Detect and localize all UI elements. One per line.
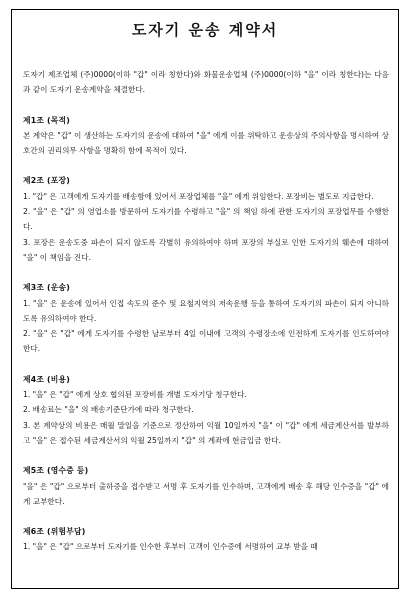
section-paragraph: "을" 은 "갑" 으로부터 출하증을 접수받고 서명 후 도자기를 인수하며, 고객에게 배송 후 해당 인수증을 "갑" 에게 교부한다. [23, 481, 389, 506]
document-title: 도자기 운송 계약서 [131, 21, 279, 39]
section-heading: 제3조 (운송) [23, 283, 70, 293]
section-paragraph: 2. "을" 은 "갑" 의 영업소를 방문하여 도자기를 수령하고 "을" 의 책임 하에 관한 도자기의 포장업무를 수행한다. [23, 207, 389, 232]
section-paragraph: 3. 본 계약상의 비용은 매월 말일을 기준으로 정산하여 익월 10일까지 "을" 이 "갑" 에게 세금계산서를 발부하고 "을" 은 접수된 세금계산서의 익월 25일까지 "갑" 의 계좌에 현금입금 한다. [23, 420, 389, 445]
section-paragraph: 본 계약은 "갑" 이 생산하는 도자기의 운송에 대하여 "을" 에게 이를 위탁하고 운송상의 주의사항을 명시하여 상호간의 권리의무 사항을 명확히 함에 목적이 있다. [23, 130, 389, 156]
section-paragraph: 2. 배송료는 "을" 의 배송기준단가에 따라 청구한다. [23, 405, 194, 415]
section-paragraph: 3. 포장은 운송도중 파손이 되지 않도록 각별히 유의하여야 하며 포장의 부실로 인한 도자기의 훼손에 대하여 "을" 이 책임을 진다. [23, 237, 389, 262]
section-article-2 [23, 173, 389, 265]
section-paragraph: 1. "갑" 은 고객에게 도자기를 배송함에 있어서 포장업체를 "을" 에게 위임한다. 포장비는 별도로 지급한다. [23, 191, 374, 201]
contract-document [11, 9, 399, 589]
section-heading: 제6조 (위험부담) [23, 527, 86, 537]
section-paragraph: 1. "을" 은 운송에 있어서 인접 속도의 준수 및 요철지역의 저속운행 등을 통하여 도자기의 파손이 되지 아니하도록 유의하여야 한다. [23, 298, 389, 323]
section-article-5 [23, 463, 389, 509]
section-heading: 제1조 (목적) [23, 115, 70, 125]
section-article-4 [23, 372, 389, 448]
section-article-3 [23, 280, 389, 356]
section-article-6 [23, 524, 389, 555]
section-paragraph: 1. "을" 은 "갑" 으로부터 도자기를 인수한 후부터 고객이 인수증에 서명하여 교부 받을 때 [23, 542, 318, 552]
section-paragraph: 2. "을" 은 "갑" 에게 도자기를 수령한 날로부터 4일 이내에 고객의 수령장소에 인전하게 도자기를 인도하여야 한다. [23, 329, 389, 354]
section-heading: 제2조 (포장) [23, 176, 70, 186]
intro-paragraph: 도자기 제조업체 (주)0000(이하 "갑" 이라 칭한다)와 화물운송업체 (주)0000(이하 "을" 이라 칭한다)는 다음과 같이 도자기 운송계약을 체결한다. [23, 70, 389, 95]
document-body [23, 67, 389, 555]
section-heading: 제4조 (비용) [23, 374, 70, 384]
section-paragraph: 1. "을" 은 "갑" 에게 상호 협의된 포장비를 개별 도자기당 청구한다. [23, 390, 247, 400]
section-article-1 [23, 113, 389, 159]
section-heading: 제5조 (영수증 등) [23, 466, 89, 476]
